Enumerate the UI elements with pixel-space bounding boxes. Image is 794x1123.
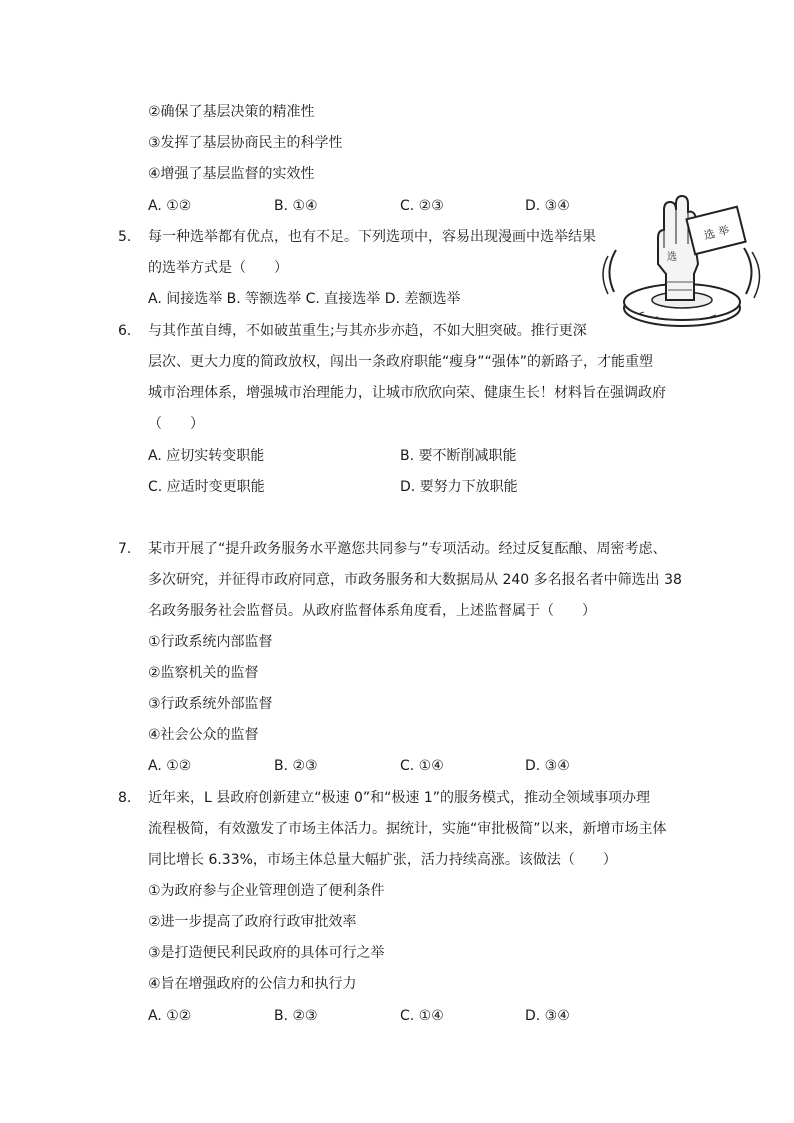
q7-option-b: B. ②③ <box>274 758 318 774</box>
q8-option-a: A. ①② <box>148 1008 192 1024</box>
q6-stem-line-2: 层次、更大力度的简政放权，闯出一条政府职能“瘦身”“强体”的新路子，才能重塑 <box>148 354 654 370</box>
q7-item-1: ①行政系统内部监督 <box>148 634 273 650</box>
q7-option-a: A. ①② <box>148 758 192 774</box>
q8-stem-line-1: 近年来，L 县政府创新建立“极速 0”和“极速 1”的服务模式，推动全领域事项办理 <box>148 790 650 806</box>
q8-number: 8. <box>118 790 132 806</box>
election-cartoon <box>598 190 768 340</box>
q6-stem-line-1: 与其作茧自缚，不如破茧重生;与其亦步亦趋，不如大胆突破。推行更深 <box>148 323 587 339</box>
q8-option-d: D. ③④ <box>525 1008 570 1024</box>
q7-stem-line-2: 多次研究，并征得市政府同意，市政务服务和大数据局从 240 多名报名者中筛选出 38 <box>148 572 682 588</box>
q7-number: 7. <box>118 541 132 557</box>
q8-stem-line-3: 同比增长 6.33%，市场主体总量大幅扩张，活力持续高涨。该做法（ ） <box>148 852 617 868</box>
q7-item-3: ③行政系统外部监督 <box>148 696 273 712</box>
q8-item-4: ④旨在增强政府的公信力和执行力 <box>148 976 357 992</box>
q8-item-2: ②进一步提高了政府行政审批效率 <box>148 914 357 930</box>
q5-stem-line-1: 每一种选举都有优点，也有不足。下列选项中，容易出现漫画中选举结果 <box>148 229 596 245</box>
q4-item-2: ②确保了基层决策的精准性 <box>148 104 315 120</box>
hand-ballot-icon <box>598 190 768 340</box>
q4-item-3: ③发挥了基层协商民主的科学性 <box>148 135 343 151</box>
q6-option-d: D. 要努力下放职能 <box>400 479 518 495</box>
q7-stem-line-3: 名政务服务社会监督员。从政府监督体系角度看，上述监督属于（ ） <box>148 603 596 619</box>
q8-option-b: B. ②③ <box>274 1008 318 1024</box>
q6-stem-line-4: （ ） <box>148 416 204 432</box>
q7-option-c: C. ①④ <box>400 758 444 774</box>
q8-item-1: ①为政府参与企业管理创造了便利条件 <box>148 883 385 899</box>
q4-option-c: C. ②③ <box>400 198 444 214</box>
q6-stem-line-3: 城市治理体系，增强城市治理能力，让城市欣欣向荣、健康生长！材料旨在强调政府 <box>148 385 666 401</box>
q6-option-a: A. 应切实转变职能 <box>148 448 265 464</box>
q8-option-c: C. ①④ <box>400 1008 444 1024</box>
q5-options: A. 间接选举 B. 等额选举 C. 直接选举 D. 差额选举 <box>148 291 461 307</box>
q7-item-2: ②监察机关的监督 <box>148 665 259 681</box>
q5-number: 5. <box>118 229 132 245</box>
q4-option-b: B. ①④ <box>274 198 318 214</box>
q6-number: 6. <box>118 323 132 339</box>
q7-stem-line-1: 某市开展了“提升政务服务水平邀您共同参与”专项活动。经过反复酝酿、周密考虑、 <box>148 541 667 557</box>
q8-stem-line-2: 流程极简，有效激发了市场主体活力。据统计，实施“审批极简”以来，新增市场主体 <box>148 821 667 837</box>
q7-option-d: D. ③④ <box>525 758 570 774</box>
q6-option-b: B. 要不断削减职能 <box>400 448 517 464</box>
q5-stem-line-2: 的选举方式是（ ） <box>148 260 288 276</box>
q4-option-a: A. ①② <box>148 198 192 214</box>
q4-item-4: ④增强了基层监督的实效性 <box>148 166 315 182</box>
ballot-text: 选 举 <box>702 223 731 243</box>
hand-label: 选 <box>667 252 677 263</box>
q7-item-4: ④社会公众的监督 <box>148 727 259 743</box>
q6-option-c: C. 应适时变更职能 <box>148 479 265 495</box>
q8-item-3: ③是打造便民利民政府的具体可行之举 <box>148 945 385 961</box>
q4-option-d: D. ③④ <box>525 198 570 214</box>
